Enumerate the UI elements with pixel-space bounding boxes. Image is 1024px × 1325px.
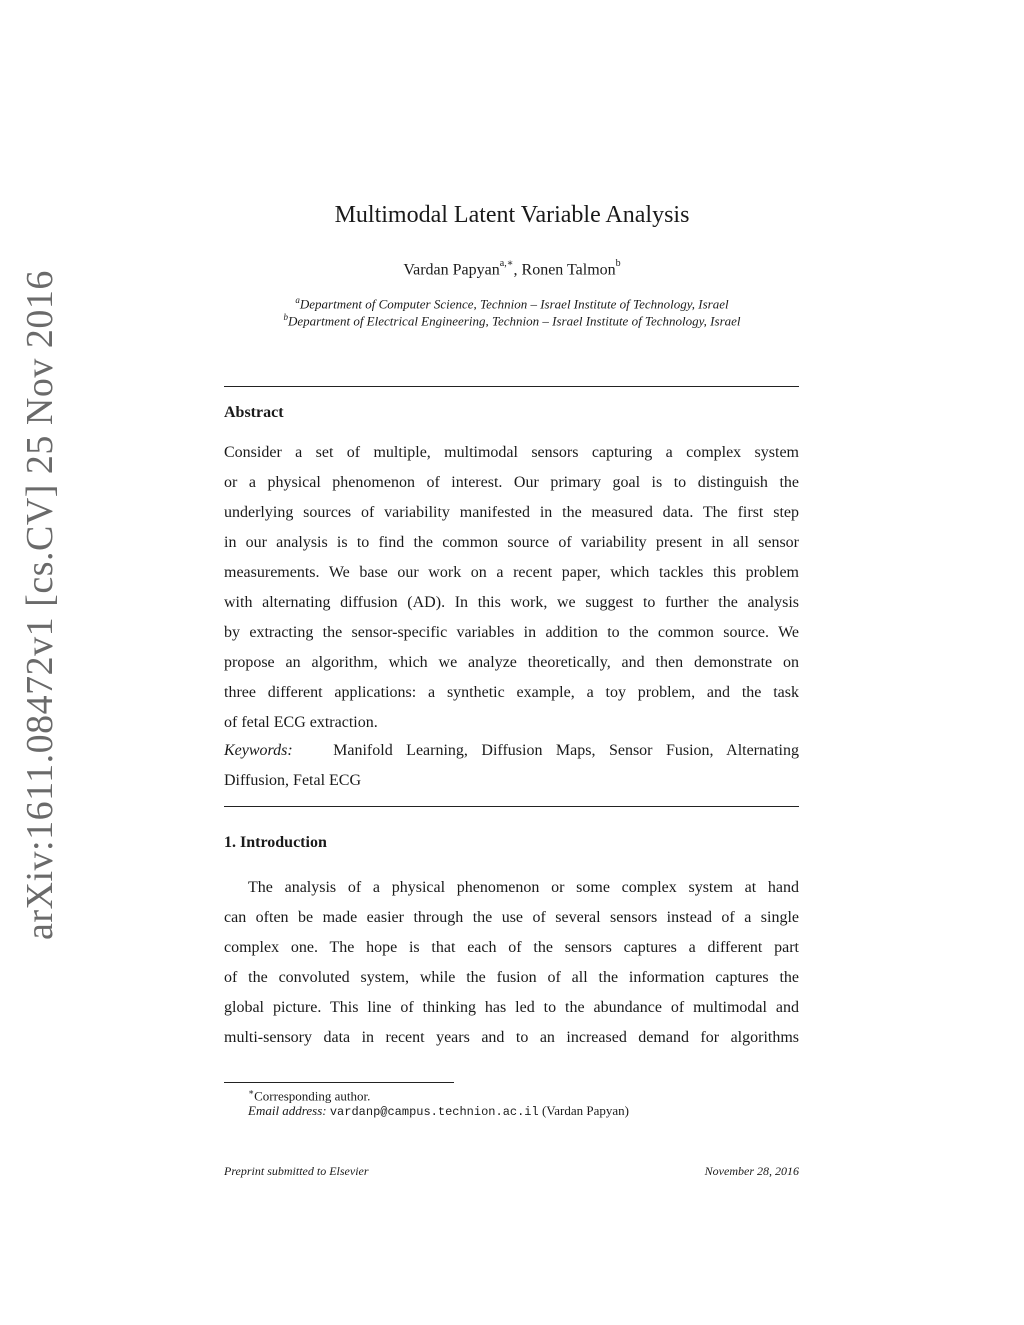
keywords-text: Manifold Learning, Diffusion Maps, Sensor Fusion, Alternating (333, 742, 799, 759)
abstract-line: propose an algorithm, which we analyze theoretically, and then demonstrate on (224, 654, 799, 671)
section-heading-introduction: 1. Introduction (224, 834, 327, 851)
keywords-line (224, 741, 799, 761)
affiliation-text: Department of Electrical Engineering, Technion – Israel Institute of Technology, Israel (287, 313, 741, 329)
abstract-line: Consider a set of multiple, multimodal sensors capturing a complex system (224, 444, 799, 461)
abstract-top-rule (224, 386, 799, 387)
arxiv-identifier: arXiv:1611.08472v1 [cs.CV] 25 Nov 2016 (19, 270, 61, 940)
author-separator: , (513, 261, 522, 279)
body-line: multi-sensory data in recent years and to an increased demand for algorithms (224, 1029, 799, 1046)
footnote-email (248, 1103, 629, 1119)
body-line: global picture. This line of thinking has led to the abundance of multimodal and (224, 999, 799, 1016)
abstract-heading: Abstract (224, 404, 284, 421)
keywords-label: Keywords: (224, 742, 293, 759)
abstract-line: with alternating diffusion (AD). In this work, we suggest to further the analysis (224, 594, 799, 611)
footnote-rule (224, 1082, 454, 1083)
paper-title: Multimodal Latent Variable Analysis (334, 202, 690, 228)
author-list (0, 260, 1024, 279)
footnote-corresponding (248, 1087, 370, 1104)
affiliation-mark: a (295, 295, 300, 305)
keywords-line: Diffusion, Fetal ECG (224, 772, 362, 789)
abstract-line: in our analysis is to find the common source of variability present in all sensor (224, 534, 799, 551)
abstract-line: underlying sources of variability manifested in the measured data. The first step (224, 504, 799, 521)
abstract-line: three different applications: a synthetic example, a toy problem, and the task (224, 684, 799, 701)
abstract-bottom-rule (224, 806, 799, 807)
body-line: complex one. The hope is that each of the sensors captures a different part (224, 939, 799, 956)
footnote-mark: ∗ (248, 1087, 255, 1097)
body-line: of the convoluted system, while the fusion of all the information captures the (224, 969, 799, 986)
abstract-line: by extracting the sensor-specific variables in addition to the common source. We (224, 624, 799, 641)
email-label: Email address: (248, 1103, 327, 1118)
footer-preprint-note: Preprint submitted to Elsevier (224, 1164, 369, 1178)
email-owner: (Vardan Papyan) (538, 1103, 629, 1118)
body-line: can often be made easier through the use of several sensors instead of a single (224, 909, 799, 926)
affiliation-mark: b (283, 312, 288, 322)
abstract-line: or a physical phenomenon of interest. Our primary goal is to distinguish the (224, 474, 799, 491)
abstract-line: measurements. We base our work on a recent paper, which tackles this problem (224, 564, 799, 581)
author-affiliation-mark: a,∗ (499, 258, 514, 269)
author-name: Vardan Papyan (403, 261, 500, 279)
email-link[interactable]: vardanp@campus.technion.ac.il (329, 1105, 539, 1119)
footer-date: November 28, 2016 (704, 1164, 799, 1178)
author-name: Ronen Talmon (521, 261, 616, 279)
author-affiliation-mark: b (615, 258, 621, 269)
affiliation-b (0, 312, 1024, 329)
affiliation-a (0, 295, 1024, 312)
abstract-line: of fetal ECG extraction. (224, 714, 378, 731)
footnote-text: Corresponding author. (254, 1088, 371, 1104)
body-line: The analysis of a physical phenomenon or some complex system at hand (248, 879, 799, 896)
affiliation-text: Department of Computer Science, Technion – Israel Institute of Technology, Israel (299, 296, 729, 312)
